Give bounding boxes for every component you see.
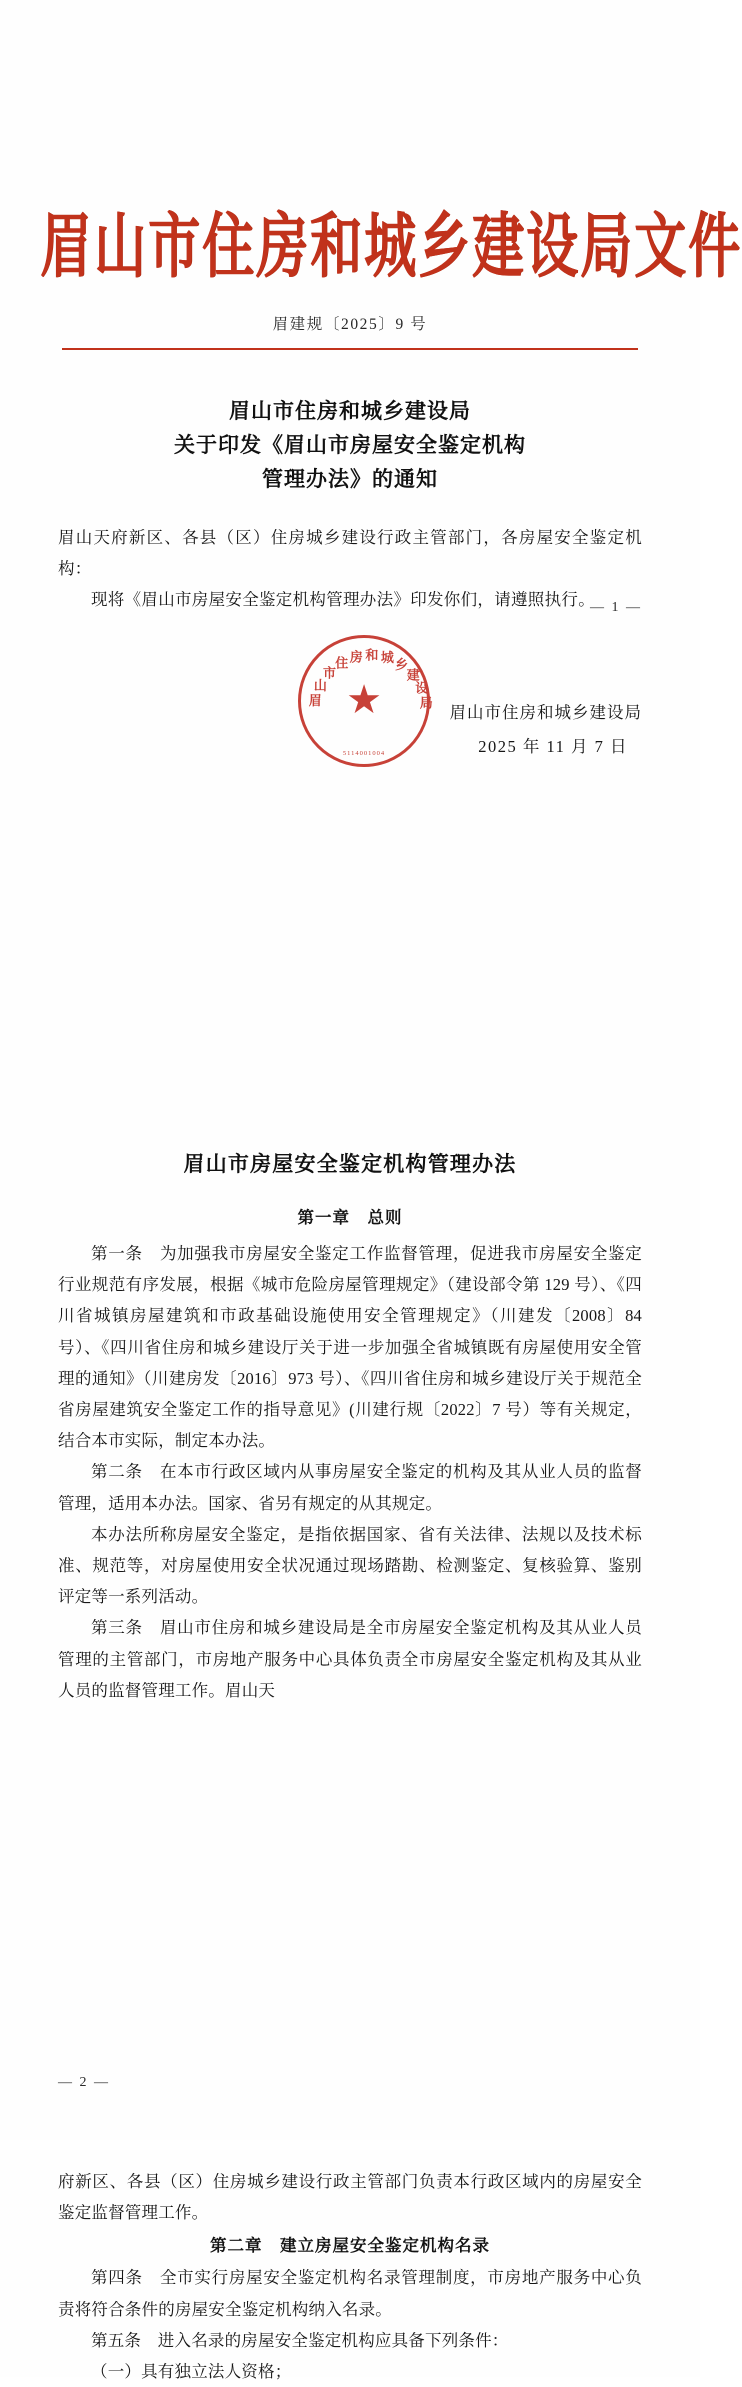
- seal-bottom-code: 5114001004: [342, 750, 386, 757]
- article-3-continued-paragraph: 府新区、各县（区）住房城乡建设行政主管部门负责本行政区域内的房屋安全鉴定监督管理工作。: [58, 2172, 642, 2223]
- article-5-item-1: （一）具有独立法人资格；: [91, 2362, 292, 2382]
- official-seal-icon: [298, 635, 433, 767]
- document-page-3: [0, 2150, 700, 2382]
- article-2-definition-paragraph: 本办法所称房屋安全鉴定，是指依据国家、省有关法律、法规以及技术标准、规范等，对房屋使用安全状况通过现场踏勘、检测鉴定、复核验算、鉴别评定等一系列活动。: [58, 1524, 642, 1607]
- ordinance-title: 眉山市房屋安全鉴定机构管理办法: [183, 1152, 517, 1176]
- article-3-paragraph: 第三条 眉山市住房和城乡建设局是全市房屋安全鉴定机构及其从业人员管理的主管部门，市房地产服务中心具体负责全市房屋安全鉴定机构及其从业人员的监督管理工作。眉山天: [58, 1618, 642, 1700]
- notice-body-paragraph: 现将《眉山市房屋安全鉴定机构管理办法》印发你们，请遵照执行。: [91, 590, 595, 609]
- chapter-2-body: [58, 2150, 642, 2228]
- article-2-paragraph: 第二条 在本市行政区域内从事房屋安全鉴定的机构及其从业人员的监督管理，适用本办法。国家、省另有规定的从其规定。: [58, 1462, 642, 1513]
- document-page-1: [0, 0, 742, 1070]
- document-header: [0, 0, 742, 287]
- agency-red-header-title: 眉山市住房和城乡建设局文件: [40, 209, 742, 287]
- notice-title: [0, 394, 700, 496]
- article-1-paragraph: 第一条 为加强我市房屋安全鉴定工作监督管理，促进我市房屋安全鉴定行业规范有序发展，根据《城市危险房屋管理规定》（建设部令第 129 号）、《四川省城镇房屋建筑和市政基础设施使用安全管理规定》（川建发〔2008〕84 号）、《四川省住房和城乡建设厅关于进一步加强全省城镇既有房屋使用安全管理的通知》（川建房发〔2016〕973 号）、《四川省住房和城乡建设厅关于规范全省房屋建筑安全鉴定工作的指导意见》(川建行规〔2022〕7 号）等有关规定，结合本市实际，制定本办法。: [58, 1244, 642, 1451]
- signing-date: 2025 年 11 月 7 日: [478, 737, 628, 756]
- chapter-1-body: [58, 1238, 642, 1706]
- notice-title-line-3: 管理办法》的通知: [262, 467, 438, 491]
- seal-arc-text: 眉 山 市 住 房 和 城 乡 建 设 局: [308, 647, 433, 711]
- article-5-paragraph: 第五条 进入名录的房屋安全鉴定机构应具备下列条件：: [91, 2330, 509, 2350]
- red-horizontal-rule: [62, 348, 638, 350]
- article-4-paragraph: 第四条 全市实行房屋安全鉴定机构名录管理制度，市房地产服务中心负责将符合条件的房屋安全鉴定机构纳入名录。: [58, 2268, 642, 2319]
- chapter-heading-1: 第一章 总则: [297, 1208, 403, 1227]
- document-number: 眉建规〔2025〕9 号: [272, 316, 428, 333]
- seal-star-icon: ★: [346, 677, 382, 723]
- notice-addressee: 眉山天府新区、各县（区）住房城乡建设行政主管部门，各房屋安全鉴定机构：: [58, 528, 642, 578]
- chapter-2-articles: [58, 2262, 642, 2387]
- page-number-1: — 1 —: [590, 600, 642, 615]
- notice-body: [58, 522, 642, 615]
- notice-title-line-2: 关于印发《眉山市房屋安全鉴定机构: [174, 433, 526, 457]
- document-page-2: [0, 1070, 700, 2140]
- page-number-2: — 2 —: [58, 2075, 110, 2090]
- signing-agency: 眉山市住房和城乡建设局: [449, 703, 642, 722]
- chapter-heading-2: 第二章 建立房屋安全鉴定机构名录: [210, 2236, 490, 2256]
- signature-area: [0, 633, 700, 783]
- notice-title-line-1: 眉山市住房和城乡建设局: [229, 399, 471, 423]
